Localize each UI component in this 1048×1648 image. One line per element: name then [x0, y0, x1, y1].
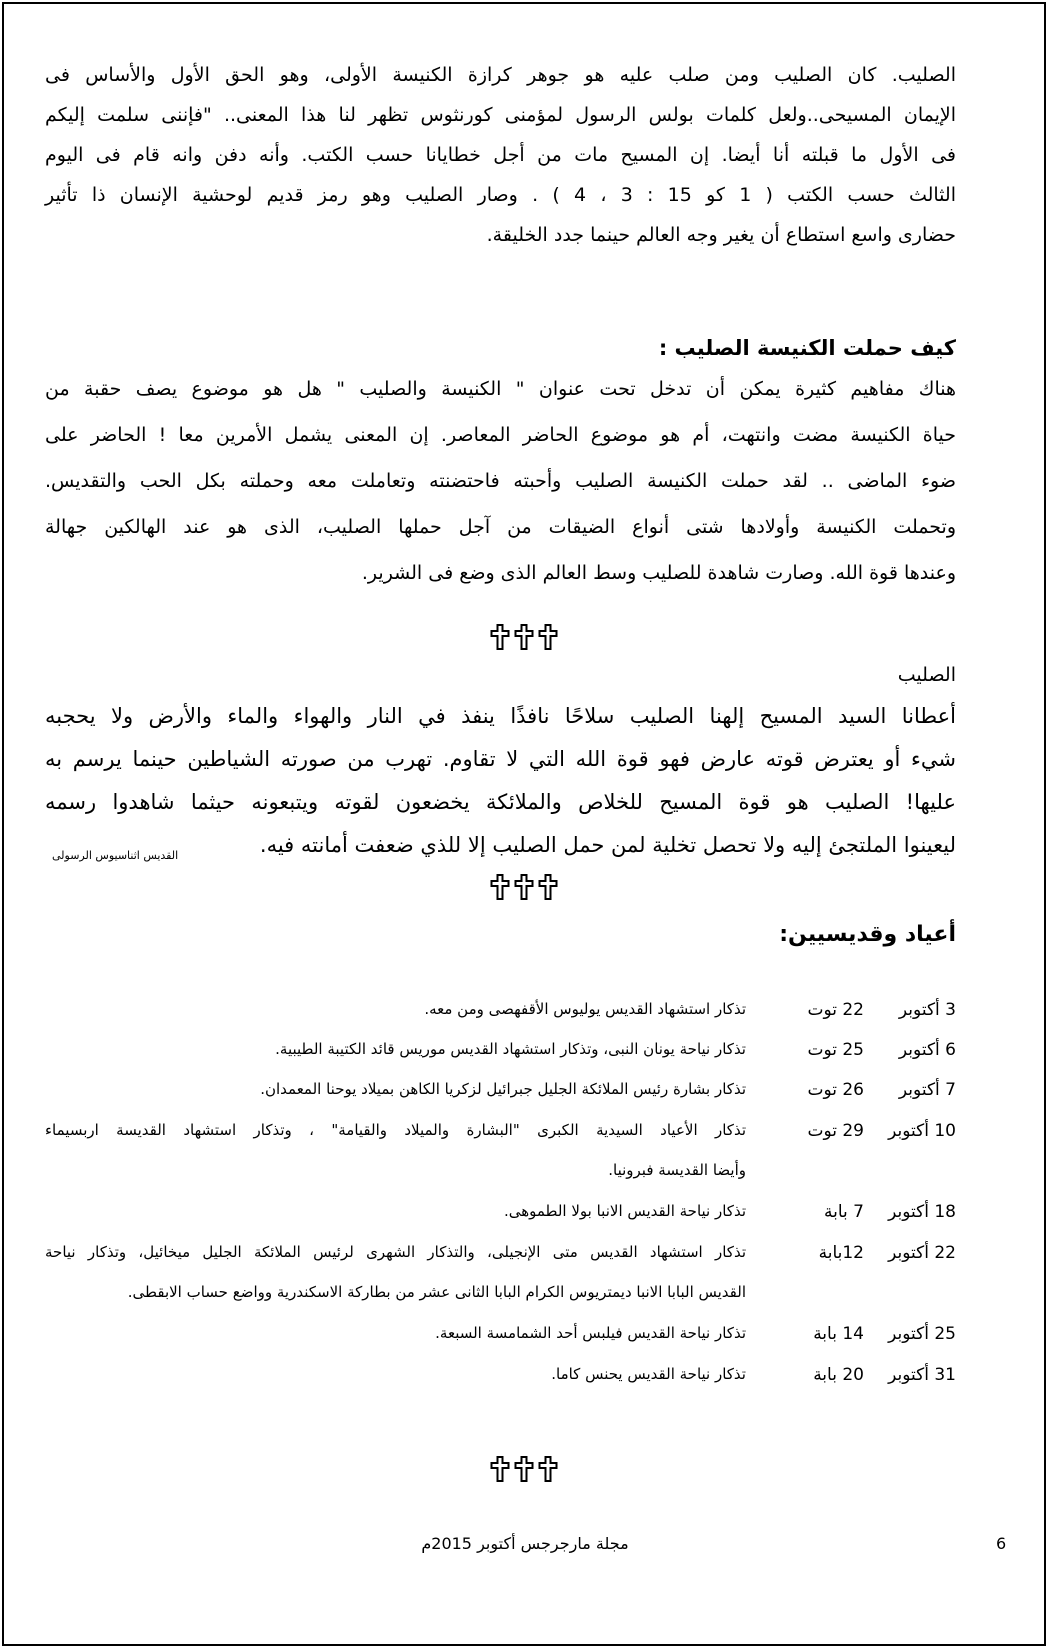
text-line: فى الأول ما قبلته أنا أيضا. إن المسيح مات من أجل خطايانا حسب الكتب. وأنه دفن وانه قام فى اليوم: [45, 144, 956, 166]
cross-icon: [514, 874, 534, 900]
quote-title: الصليب: [897, 664, 956, 686]
separator: [0, 1456, 1048, 1482]
separator: [0, 624, 1048, 650]
feast-date: 6 أكتوبر: [898, 1040, 956, 1060]
feast-date: 7 أكتوبر: [898, 1080, 956, 1100]
feast-coptic-date: 26 توت: [807, 1080, 864, 1100]
feast-date: 22 أكتوبر: [888, 1243, 956, 1263]
feast-coptic-date: 7 بابة: [824, 1202, 864, 1222]
feast-text: تذكار نياحة القديس يحنس كاما.: [551, 1365, 746, 1383]
feast-text: تذكار نياحة القديس فيلبس أحد الشمامسة السبعة.: [435, 1324, 746, 1342]
page-number: 6: [996, 1534, 1007, 1553]
cross-icon: [514, 1456, 534, 1482]
cross-icon: [538, 874, 558, 900]
feast-date: 10 أكتوبر: [888, 1121, 956, 1141]
feast-text: تذكار نياحة القديس الانبا بولا الطموهى.: [503, 1202, 746, 1220]
cross-icon: [514, 624, 534, 650]
text-line: الثالث حسب الكتب ( 1 كو 15 : 3 ، 4 ) . وصار الصليب وهو رمز قديم لوحشية الإنسان ذا تأثير: [45, 184, 956, 206]
feast-coptic-date: 12بابة: [818, 1243, 864, 1263]
feast-coptic-date: 20 بابة: [813, 1365, 864, 1385]
feast-date: 18 أكتوبر: [888, 1202, 956, 1222]
feast-text: تذكار استشهاد القديس متى الإنجيلى، والتذكار الشهرى لرئيس الملائكة الجليل ميخائيل، وتذكار نياحة: [45, 1243, 746, 1261]
magazine-footer: مجلة مارجرجس أكتوبر 2015م: [421, 1534, 629, 1553]
text-line: وتحملت الكنيسة وأولادها شتى أنواع الضيقات من آجل حملها الصليب، الذى هو عند الهالكين جهالة: [45, 516, 956, 538]
cross-icon: [538, 1456, 558, 1482]
cross-icon: [490, 1456, 510, 1482]
text-line: حضارى واسع استطاع أن يغير وجه العالم حينما جدد الخليقة.: [486, 224, 956, 246]
feast-date: 25 أكتوبر: [888, 1324, 956, 1344]
cross-icon: [538, 624, 558, 650]
feast-text-continued: القديس البابا الانبا ديمتريوس الكرام البابا الثانى عشر من بطاركة الاسكندرية وواضع حساب الابقطى.: [127, 1283, 746, 1301]
text-line: ليعينوا الملتجئ إليه ولا تحصل تخلية لمن حمل الصليب إلا للذي ضعفت أمانته فيه.: [259, 833, 956, 857]
feast-coptic-date: 29 توت: [807, 1121, 864, 1141]
text-line: عليها! الصليب هو قوة المسيح للخلاص والملائكة يخضعون لقوته ويتبعونه حيثما شاهدوا رسمه: [45, 790, 956, 814]
feast-date: 3 أكتوبر: [898, 1000, 956, 1020]
feast-coptic-date: 22 توت: [807, 1000, 864, 1020]
feasts-heading: أعياد وقديسيين:: [779, 922, 956, 947]
feast-text: تذكار استشهاد القديس يوليوس الأقفهصى ومن معه.: [424, 1000, 746, 1018]
text-line: ضوء الماضى .. لقد حملت الكنيسة الصليب وأحبته فاحتضنته وتعاملت معه وحملته بكل الحب والتقديس.: [45, 470, 956, 492]
feast-date: 31 أكتوبر: [888, 1365, 956, 1385]
cross-icon: [490, 874, 510, 900]
feast-text-continued: وأيضا القديسة فبرونيا.: [608, 1161, 746, 1179]
feast-text: تذكار نياحة يونان النبى، وتذكار استشهاد القديس موريس قائد الكتيبة الطيبية.: [275, 1040, 746, 1058]
text-line: وعندها قوة الله. وصارت شاهدة للصليب وسط العالم الذى وضع فى الشرير.: [361, 562, 956, 584]
text-line: شيء أو يعترض قوته عارض فهو قوة الله التي لا تقاوم. تهرب من صورته الشياطين حينما يرسم به: [45, 747, 956, 771]
text-line: الصليب. كان الصليب ومن صلب عليه هو جوهر كرازة الكنيسة الأولى، وهو الحق الأول والأساس فى: [45, 64, 956, 86]
feast-text: تذكار بشارة رئيس الملائكة الجليل جبرائيل لزكريا الكاهن بميلاد يوحنا المعمدان.: [260, 1080, 746, 1098]
text-line: حياة الكنيسة مضت وانتهت، أم هو موضوع الحاضر المعاصر. إن المعنى يشمل الأمرين معا ! الحاضر على: [45, 424, 956, 446]
quote-attribution: القديس اثناسيوس الرسولى: [52, 849, 179, 862]
text-line: هناك مفاهيم كثيرة يمكن أن تدخل تحت عنوان " الكنيسة والصليب " هل هو موضوع يصف حقبة من: [45, 378, 956, 400]
feast-text: تذكار الأعياد السيدية الكبرى "البشارة والميلاد والقيامة" ، وتذكار استشهاد القديسة اربسيماء: [45, 1121, 746, 1139]
cross-icon: [490, 624, 510, 650]
text-line: الإيمان المسيحى..ولعل كلمات بولس الرسول لمؤمنى كورنثوس تظهر لنا هذا المعنى.. "فإننى سلمت إليكم: [45, 104, 956, 126]
text-line: أعطانا السيد المسيح إلهنا الصليب سلاحًا نافذًا ينفذ في النار والهواء والماء والأرض ولا يحجبه: [45, 704, 956, 728]
feast-coptic-date: 14 بابة: [813, 1324, 864, 1344]
section-heading: كيف حملت الكنيسة الصليب :: [658, 336, 956, 360]
separator: [0, 874, 1048, 900]
page-border: [2, 2, 1046, 1646]
feast-coptic-date: 25 توت: [807, 1040, 864, 1060]
